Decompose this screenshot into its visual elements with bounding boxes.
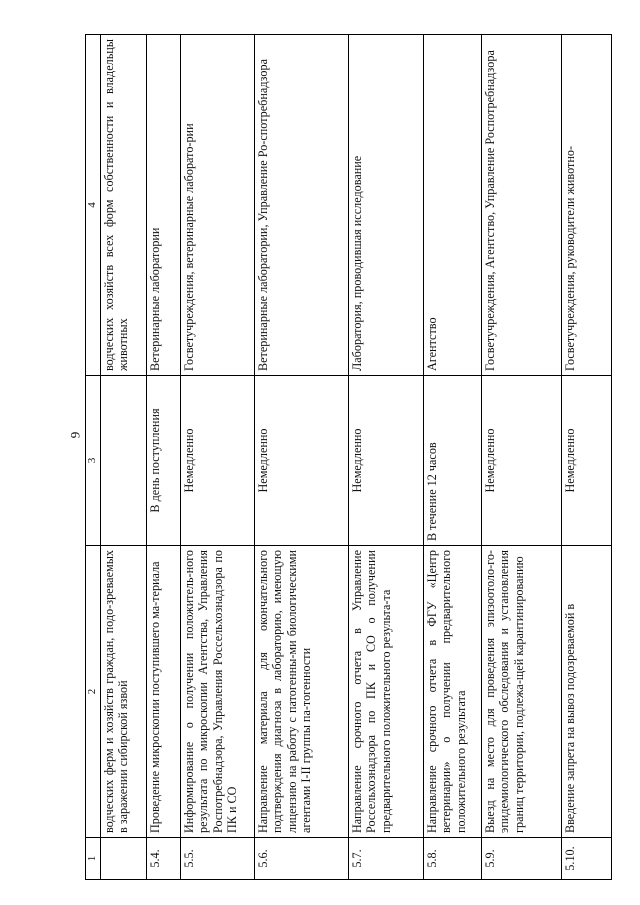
table-row (562, 35, 612, 880)
row-term (101, 376, 147, 546)
header-row (86, 35, 101, 880)
row-number: 5.7. (349, 838, 424, 880)
measures-table (85, 34, 612, 880)
rotated-page (85, 35, 610, 880)
row-responsible: Ветеринарные лаборатории, Управление Ро-спотребнадзора (255, 35, 349, 376)
column-header: 2 (86, 546, 101, 838)
row-responsible: Госветучреждения, ветеринарные лаборато-рии (181, 35, 255, 376)
row-number (101, 838, 147, 880)
row-number: 5.6. (255, 838, 349, 880)
row-responsible: Лаборатория, проводившая исследование (349, 35, 424, 376)
row-term: Немедленно (255, 376, 349, 546)
row-action: Введение запрета на вывоз подозреваемой в (562, 546, 612, 838)
row-action: Проведение микроскопии поступившего ма-териала (147, 546, 181, 838)
row-action: Направление срочного отчета в ФГУ «Центр ветеринарии» о получении предварительного положительного результата (424, 546, 482, 838)
row-number: 5.9. (482, 838, 562, 880)
row-term: Немедленно (482, 376, 562, 546)
row-number: 5.10. (562, 838, 612, 880)
table-row (424, 35, 482, 880)
column-header: 4 (86, 35, 101, 376)
table-row (482, 35, 562, 880)
table-row (147, 35, 181, 880)
row-number: 5.4. (147, 838, 181, 880)
row-action: водческих ферм и хозяйств граждан, подо-зреваемых в заражении сибирской язвой (101, 546, 147, 838)
row-responsible: Госветучреждения, руководители животно- (562, 35, 612, 376)
row-action: Выезд на место для проведения эпизоотоло-го-эпидемиологического обследования и установления границ территории, подлежа-щей карантинированию (482, 546, 562, 838)
row-responsible: Госветучреждения, Агентство, Управление Роспотребнадзора (482, 35, 562, 376)
row-term: В день поступления (147, 376, 181, 546)
row-responsible: Ветеринарные лаборатории (147, 35, 181, 376)
rotated-content (85, 35, 610, 880)
row-responsible: водческих хозяйств всех форм собственности и владельцы животных (101, 35, 147, 376)
table-row (255, 35, 349, 880)
row-action: Направление срочного отчета в Управление Россельхознадзора по ПК и СО о получении предварительного положительного результа-та (349, 546, 424, 838)
table-row (181, 35, 255, 880)
row-term: Немедленно (181, 376, 255, 546)
row-action: Информирование о получении положитель-ного результата по микроскопии Агентства, Управления Роспотребнадзора, Управления Россельхознадзора по ПК и СО (181, 546, 255, 838)
table-row (349, 35, 424, 880)
row-number: 5.5. (181, 838, 255, 880)
row-responsible: Агентство (424, 35, 482, 376)
row-term: В течение 12 часов (424, 376, 482, 546)
row-action: Направление материала для окончательного подтверждения диагноза в лабораторию, имеющую лицензию на работу с патогенны-ми биологическими агентами I-II группы па-тогенности (255, 546, 349, 838)
page-number: 9 (67, 431, 83, 439)
column-header: 3 (86, 376, 101, 546)
row-term: Немедленно (562, 376, 612, 546)
column-header: 1 (86, 838, 101, 880)
table-row (101, 35, 147, 880)
row-number: 5.8. (424, 838, 482, 880)
row-term: Немедленно (349, 376, 424, 546)
